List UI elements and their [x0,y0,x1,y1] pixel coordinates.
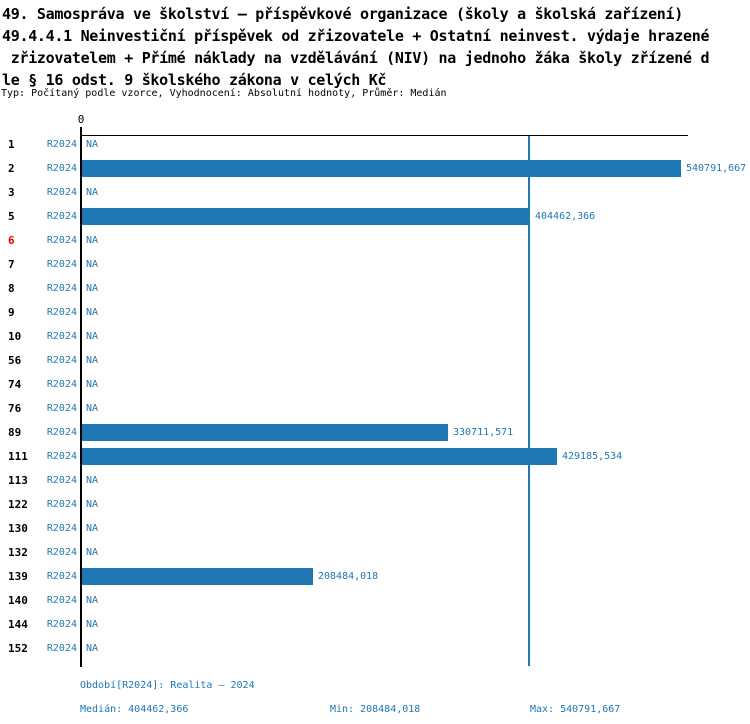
chart-row-132 [0,541,750,565]
category-label: 3 [8,186,15,199]
na-value-label: NA [86,283,99,294]
na-value-label: NA [86,259,99,270]
period-label: R2024 [46,475,77,486]
category-label: 130 [8,522,28,535]
period-label: R2024 [46,163,77,174]
category-label: 8 [8,282,15,295]
chart-row-9 [0,301,750,325]
chart-subtitle: Typ: Počítaný podle vzorce, Vyhodnocení: Absolutní hodnoty, Průměr: Medián [1,88,447,99]
bar-value-label: 208484,018 [318,571,379,582]
bar [82,448,557,465]
period-label: R2024 [46,259,77,270]
title-line-2: 49.4.4.1 Neinvestiční příspěvek od zřizovatele + Ostatní neinvest. výdaje hrazené [2,27,710,45]
na-value-label: NA [86,355,99,366]
category-label: 113 [8,474,28,487]
chart-title [2,3,709,91]
category-label: 152 [8,642,28,655]
period-label: R2024 [46,283,77,294]
chart-row-111 [0,445,750,469]
category-label: 2 [8,162,15,175]
chart-row-130 [0,517,750,541]
chart-row-144 [0,613,750,637]
category-label: 1 [8,138,15,151]
period-label: R2024 [46,307,77,318]
footer-max-label: Max: 540791,667 [530,704,621,715]
category-label: 139 [8,570,28,583]
period-label: R2024 [46,211,77,222]
category-label: 5 [8,210,15,223]
period-label: R2024 [46,187,77,198]
bar-value-label: 404462,366 [535,211,596,222]
category-label: 89 [8,426,22,439]
chart-row-152 [0,637,750,661]
title-line-4: le § 16 odst. 9 školského zákona v celých Kč [2,71,387,89]
period-label: R2024 [46,523,77,534]
chart-row-1 [0,133,750,157]
chart-row-56 [0,349,750,373]
na-value-label: NA [86,643,99,654]
chart-row-5 [0,205,750,229]
category-label: 122 [8,498,28,511]
chart-row-76 [0,397,750,421]
bar-value-label: 429185,534 [562,451,623,462]
na-value-label: NA [86,523,99,534]
bar-value-label: 540791,667 [686,163,747,174]
bar [82,208,530,225]
x-axis-zero-label: 0 [77,113,85,126]
footer-period-label: Období[R2024]: Realita – 2024 [80,680,255,691]
bar [82,424,448,441]
na-value-label: NA [86,619,99,630]
category-label: 10 [8,330,22,343]
title-line-3: zřizovatelem + Přímé náklady na vzdělávání (NIV) na jednoho žáka školy zřízené d [2,49,710,67]
period-label: R2024 [46,331,77,342]
na-value-label: NA [86,499,99,510]
period-label: R2024 [46,451,77,462]
category-label: 132 [8,546,28,559]
category-label: 144 [8,618,28,631]
period-label: R2024 [46,499,77,510]
period-label: R2024 [46,379,77,390]
chart-row-3 [0,181,750,205]
title-line-1: 49. Samospráva ve školství – příspěvkové organizace (školy a školská zařízení) [2,5,684,23]
na-value-label: NA [86,547,99,558]
chart-row-7 [0,253,750,277]
na-value-label: NA [86,475,99,486]
na-value-label: NA [86,139,99,150]
chart-row-113 [0,469,750,493]
category-label: 9 [8,306,15,319]
footer-median-label: Medián: 404462,366 [80,704,189,715]
period-label: R2024 [46,547,77,558]
chart-row-140 [0,589,750,613]
chart-row-139 [0,565,750,589]
chart-row-89 [0,421,750,445]
na-value-label: NA [86,331,99,342]
period-label: R2024 [46,427,77,438]
category-label-highlighted: 6 [8,234,15,247]
na-value-label: NA [86,235,99,246]
category-label: 111 [8,450,28,463]
period-label: R2024 [46,403,77,414]
bar [82,568,313,585]
na-value-label: NA [86,403,99,414]
category-label: 76 [8,402,22,415]
period-label: R2024 [46,595,77,606]
chart-row-8 [0,277,750,301]
period-label: R2024 [46,355,77,366]
footer-min-label: Min: 208484,018 [330,704,421,715]
category-label: 7 [8,258,15,271]
chart-row-10 [0,325,750,349]
period-label: R2024 [46,235,77,246]
chart-row-2 [0,157,750,181]
period-label: R2024 [46,139,77,150]
bar-value-label: 330711,571 [453,427,514,438]
category-label: 56 [8,354,22,367]
chart-row-122 [0,493,750,517]
bar [82,160,681,177]
y-axis-line [80,127,82,667]
chart-row-6 [0,229,750,253]
category-label: 74 [8,378,22,391]
na-value-label: NA [86,595,99,606]
na-value-label: NA [86,307,99,318]
chart-row-74 [0,373,750,397]
period-label: R2024 [46,643,77,654]
period-label: R2024 [46,571,77,582]
na-value-label: NA [86,187,99,198]
category-label: 140 [8,594,28,607]
period-label: R2024 [46,619,77,630]
na-value-label: NA [86,379,99,390]
